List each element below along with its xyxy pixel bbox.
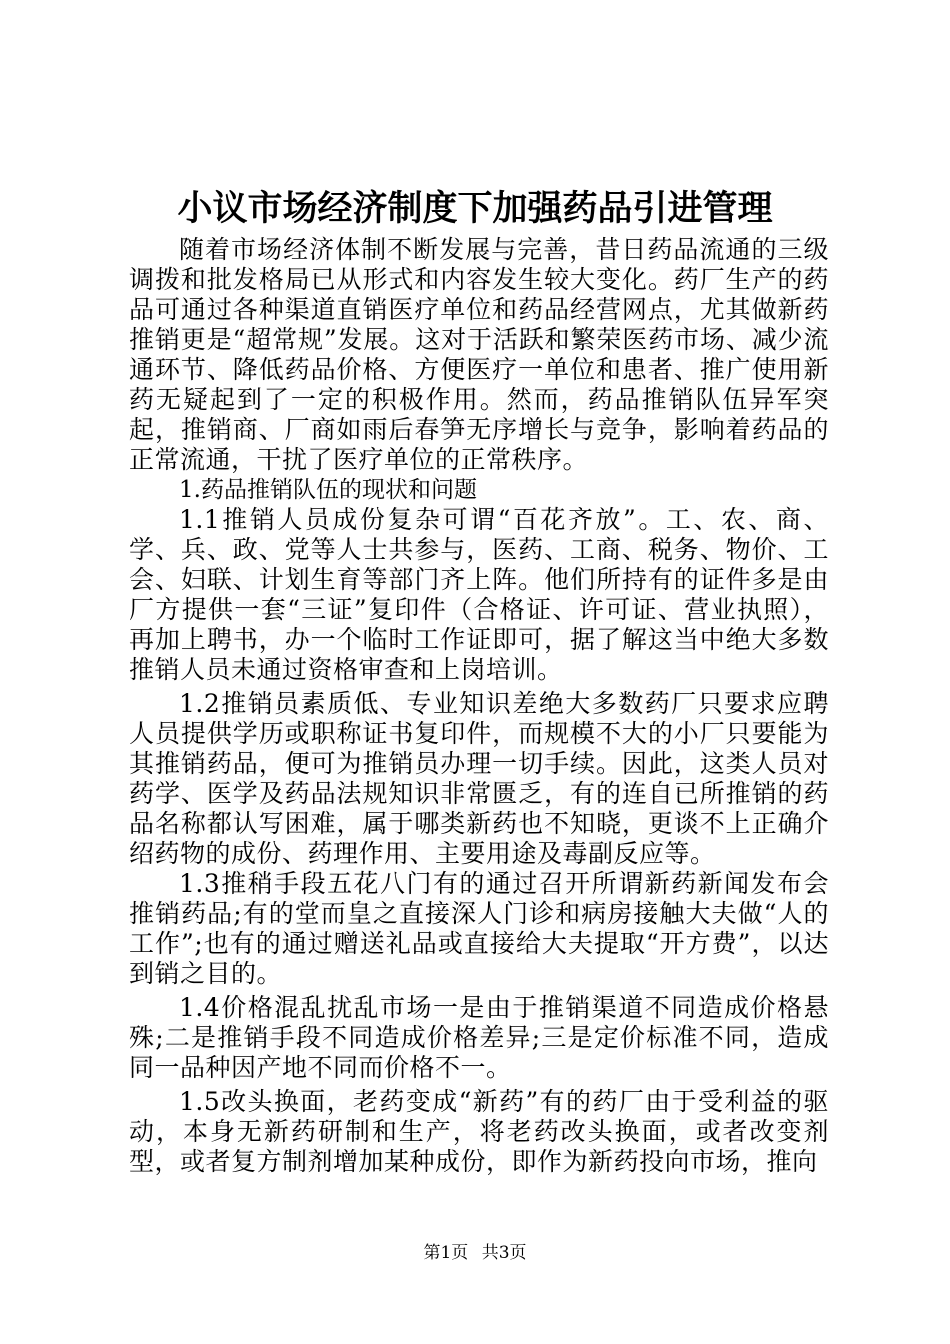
page-number: 第1页 bbox=[423, 1243, 469, 1263]
paragraph-1-5: 1.5改头换面，老药变成“新药”有的药厂由于受利益的驱动，本身无新药研制和生产，将老药改头换面，或者改变剂型，或者复方制剂增加某种成份，即作为新药投向市场，推向 bbox=[129, 1087, 829, 1176]
page-total: 共3页 bbox=[481, 1243, 527, 1263]
paragraph-1-2: 1.2推销员素质低、专业知识差绝大多数药厂只要求应聘人员提供学历或职称证书复印件，而规模不大的小厂只要能为其推销药品，便可为推销员办理一切手续。因此，这类人员对药学、医学及药品法规知识非常匮乏，有的连自已所推销的药品名称都认写困难，属于哪类新药也不知晓，更谈不上正确介绍药物的成份、药理作用、主要用途及毒副反应等。 bbox=[129, 689, 829, 868]
section-heading: 1.药品推销队伍的现状和问题 bbox=[179, 477, 477, 503]
paragraph-1-1: 1.1推销人员成份复杂可谓“百花齐放”。工、农、商、学、兵、政、党等人士共参与，医药、工商、税务、物价、工会、妇联、计划生育等部门齐上阵。他们所持有的证件多是由厂方提供一套“三证”复印件（合格证、许可证、营业执照），再加上聘书，办一个临时工作证即可，据了解这当中绝大多数推销人员未通过资格审查和上岗培训。 bbox=[129, 505, 829, 684]
document-title: 小议市场经济制度下加强药品引进管理 bbox=[177, 188, 773, 229]
page-footer bbox=[0, 1241, 950, 1265]
paragraph-1-3: 1.3推稍手段五花八门有的通过召开所谓新药新闻发布会推销药品;有的堂而皇之直接深人门诊和病房接触大夫做“人的工作”;也有的通过赠送礼品或直接给大夫提取“开方费”，以达到销之目的。 bbox=[129, 869, 829, 988]
paragraph-1-4: 1.4价格混乱扰乱市场一是由于推销渠道不同造成价格悬殊;二是推销手段不同造成价格差异;三是定价标准不同，造成同一品种因产地不同而价格不一。 bbox=[129, 993, 829, 1082]
document-body bbox=[129, 235, 829, 1177]
paragraph-intro: 随着市场经济体制不断发展与完善，昔日药品流通的三级调拨和批发格局已从形式和内容发生较大变化。药厂生产的药品可通过各种渠道直销医疗单位和药品经营网点，尤其做新药推销更是“超常规”发展。这对于活跃和繁荣医药市场、减少流通环节、降低药品价格、方便医疗一单位和患者、推广使用新药无疑起到了一定的积极作用。然而，药品推销队伍异军突起，推销商、厂商如雨后春笋无序增长与竞争，影响着药品的正常流通，干扰了医疗单位的正常秩序。 bbox=[129, 235, 829, 474]
